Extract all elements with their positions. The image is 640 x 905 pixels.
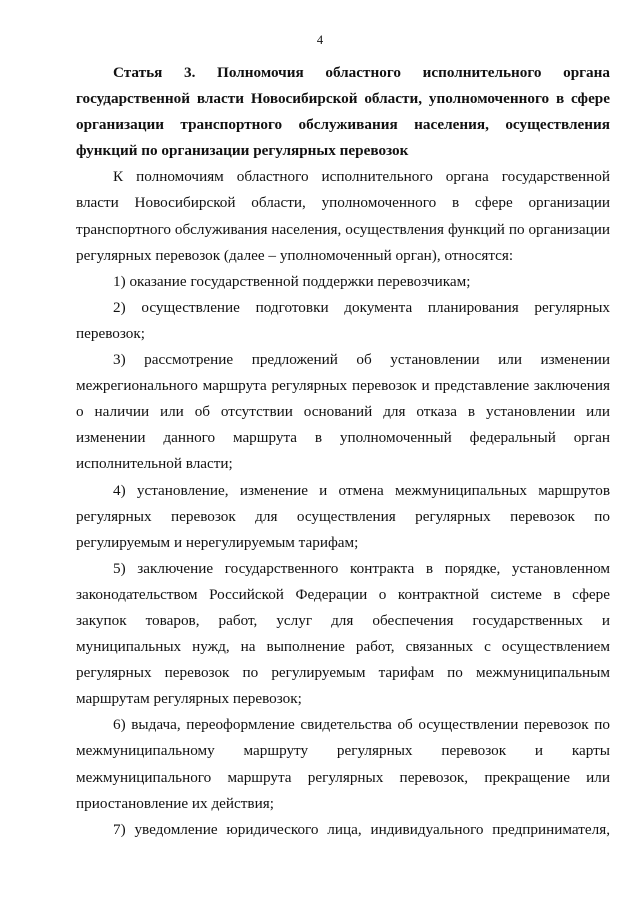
page-number: 4 bbox=[316, 33, 324, 47]
list-item-3: 3) рассмотрение предложений об установлении или изменении межрегионального маршрута регулярных перевозок и представление заключения о наличии или об отсутствии оснований для отказа в установлении или изменении данного маршрута в уполномоченный федеральный орган исполнительной власти; bbox=[76, 351, 610, 473]
list-item-1: 1) оказание государственной поддержки перевозчикам; bbox=[113, 272, 471, 290]
document-body bbox=[76, 60, 610, 843]
list-item-6: 6) выдача, переоформление свидетельства об осуществлении перевозок по межмуниципальному маршруту регулярных перевозок и карты межмуниципального маршрута регулярных перевозок, прекращение или приостановление их действия; bbox=[76, 716, 610, 812]
list-item-5: 5) заключение государственного контракта в порядке, установленном законодательством Российской Федерации о контрактной системе в сфере закупок товаров, работ, услуг для обеспечения государственных и муниципальных нужд, на выполнение работ, связанных с осуществлением регулярных перевозок по регулируемым тарифам по межмуниципальным маршрутам регулярных перевозок; bbox=[76, 559, 610, 708]
list-item-2: 2) осуществление подготовки документа планирования регулярных перевозок; bbox=[76, 298, 610, 342]
list-item-4: 4) установление, изменение и отмена межмуниципальных маршрутов регулярных перевозок для осуществления регулярных перевозок по регулируемым и нерегулируемым тарифам; bbox=[76, 481, 610, 551]
article-heading: Статья 3. Полномочия областного исполнительного органа государственной власти Новосибирской области, уполномоченного в сфере организации транспортного обслуживания населения, осуществления функций по организации регулярных перевозок bbox=[76, 64, 610, 160]
article-intro-paragraph: К полномочиям областного исполнительного органа государственной власти Новосибирской области, уполномоченного в сфере организации транспортного обслуживания населения, осуществления функций по организации регулярных перевозок (далее – уполномоченный орган), относятся: bbox=[76, 168, 610, 264]
list-item-7: 7) уведомление юридического лица, индивидуального предпринимателя, bbox=[113, 820, 610, 838]
